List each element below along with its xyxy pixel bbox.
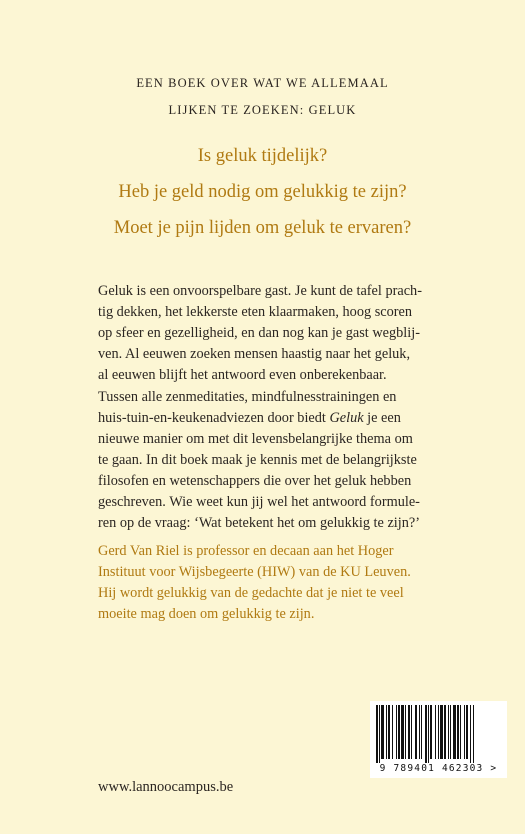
barcode-bar [405, 705, 406, 759]
paragraph-line: ven. Al eeuwen zoeken mensen haastig naar het geluk, [98, 346, 411, 362]
bio-line: moeite mag doen om gelukkig te zijn. [98, 606, 315, 622]
barcode-bar [457, 705, 459, 759]
paragraph-intro [98, 281, 438, 386]
paragraph-description [98, 387, 438, 534]
paragraph-line: te gaan. In dit boek maak je kennis met de belangrijkste [98, 452, 417, 468]
publisher-website[interactable]: www.lannoocampus.be [98, 779, 234, 795]
barcode-bar [460, 705, 461, 759]
barcode-bar [428, 705, 429, 763]
paragraph-line: Geluk is een onvoorspelbare gast. Je kunt de tafel prach- [98, 283, 422, 299]
barcode-bar [470, 705, 471, 763]
tagline-line-2: LIJKEN TE ZOEKEN: GELUK [168, 103, 357, 117]
barcode-bar [450, 705, 451, 759]
barcode-bar [473, 705, 474, 763]
barcode-bar [419, 705, 420, 759]
barcode-bar [444, 705, 446, 759]
text-span: huis-tuin-en-keukenadviezen door biedt [98, 410, 330, 426]
bio-line: Hij wordt gelukkig van de gedachte dat je niet te veel [98, 585, 404, 601]
barcode-bar [396, 705, 397, 759]
barcode-bar [381, 705, 384, 759]
question-2: Heb je geld nodig om gelukkig te zijn? [118, 182, 407, 202]
question-3: Moet je pijn lijden om geluk te ervaren? [113, 218, 412, 238]
barcode-bar [425, 705, 427, 763]
barcode-bar [464, 705, 465, 759]
paragraph-line: Tussen alle zenmeditaties, mindfulnesstrainingen en [98, 389, 397, 405]
barcode-bar [388, 705, 390, 759]
tagline-line-1: EEN BOEK OVER WAT WE ALLEMAAL [136, 76, 389, 90]
barcode-bar [438, 705, 439, 759]
question-list [0, 142, 525, 250]
barcode-bar [408, 705, 410, 759]
paragraph-line: tig dekken, het lekkerste eten klaarmaken, hoog scoren [98, 304, 413, 320]
barcode-bar [430, 705, 432, 759]
paragraph-line: filosofen en wetenschappers die over het geluk hebben [98, 473, 412, 489]
barcode-bar [421, 705, 422, 759]
barcode-bar [376, 705, 378, 763]
bio-line: Instituut voor Wijsbegeerte (HIW) van de KU Leuven. [98, 564, 411, 580]
barcode-bar [386, 705, 387, 759]
barcode-bar [448, 705, 449, 759]
isbn-number: 9 789401 462303 > [379, 763, 498, 774]
paragraph-line: nieuwe manier om met dit levensbelangrijke thema om [98, 431, 413, 447]
barcode-bar [440, 705, 443, 759]
barcode-bar [379, 705, 380, 763]
author-bio [98, 541, 438, 625]
paragraph-line: op sfeer en gezelligheid, en dan nog kan je gast wegblij- [98, 325, 420, 341]
barcode-bar [392, 705, 393, 759]
barcode-bar [435, 705, 436, 759]
barcode-bar [453, 705, 456, 759]
barcode-bar [466, 705, 468, 759]
barcode-bar [401, 705, 404, 759]
paragraph-line [98, 408, 438, 429]
tagline [0, 70, 525, 124]
barcode-bars [374, 705, 503, 763]
paragraph-line: ren op de vraag: ‘Wat betekent het om gelukkig te zijn?’ [98, 515, 420, 531]
bio-line: Gerd Van Riel is professor en decaan aan het Hoger [98, 543, 394, 559]
book-title-italic: Geluk [329, 410, 364, 426]
text-span: je een [363, 410, 401, 426]
question-1: Is geluk tijdelijk? [197, 146, 328, 166]
paragraph-line: al eeuwen blijft het antwoord even onberekenbaar. [98, 367, 387, 383]
paragraph-line: geschreven. Wie weet kun jij wel het antwoord formule- [98, 494, 420, 510]
barcode-bar [415, 705, 417, 759]
isbn-barcode [370, 701, 507, 778]
barcode-bar [411, 705, 412, 759]
barcode-bar [398, 705, 400, 759]
